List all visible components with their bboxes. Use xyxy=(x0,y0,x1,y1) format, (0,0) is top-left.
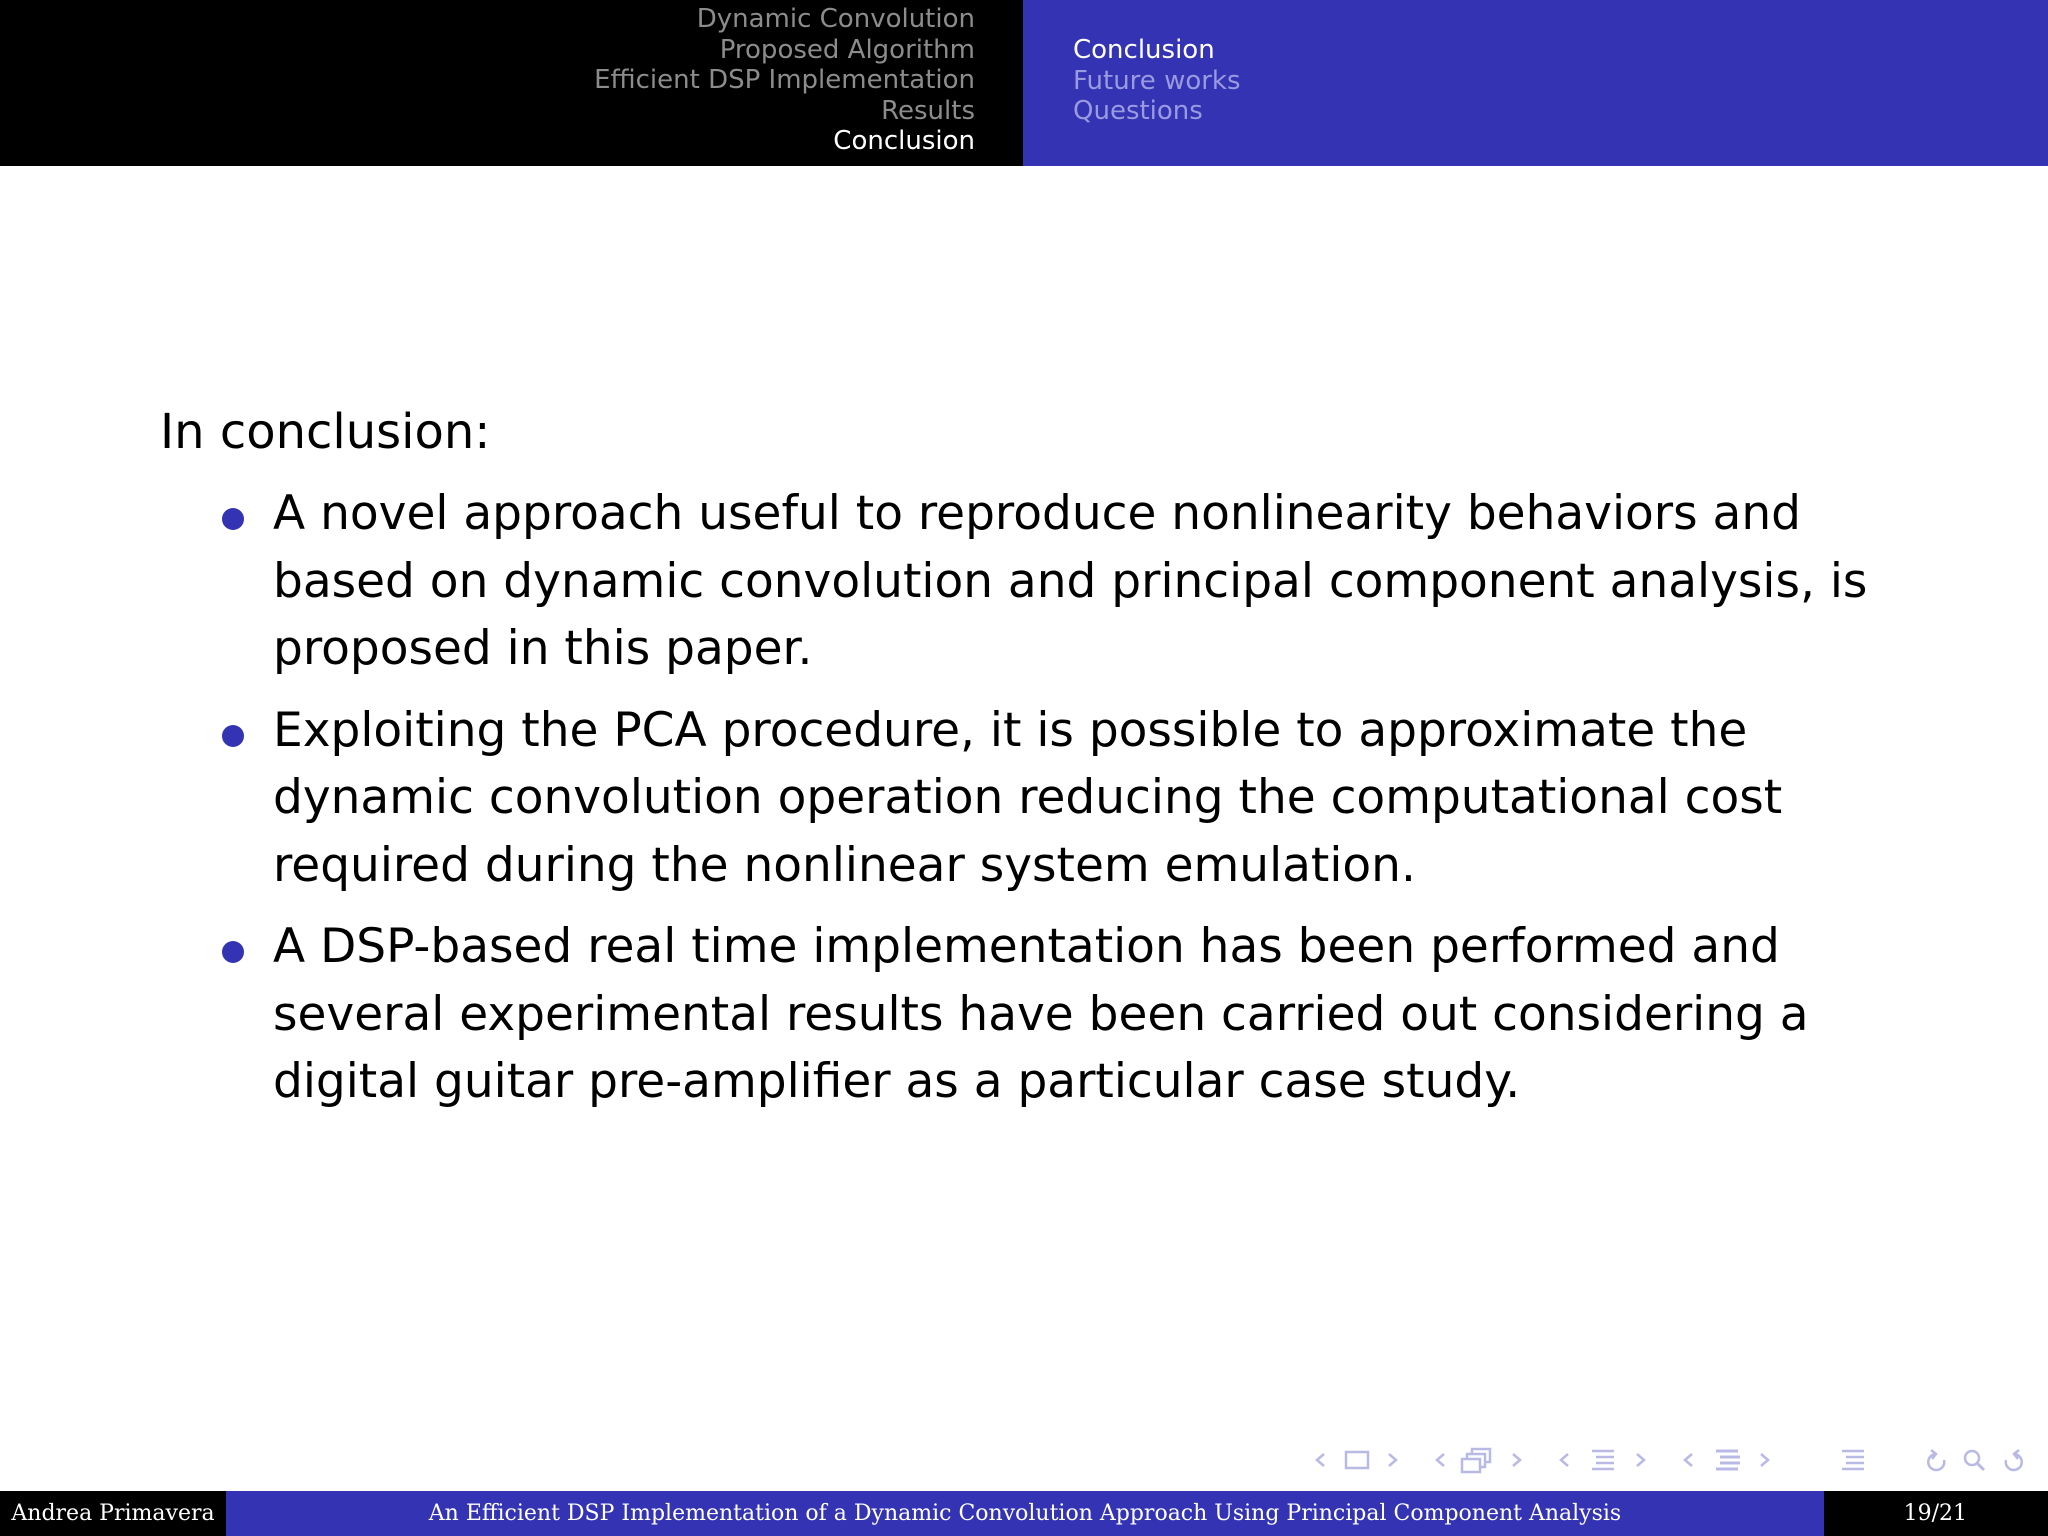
section-link-dynamic-convolution[interactable]: Dynamic Convolution xyxy=(696,4,975,34)
section-link-results[interactable]: Results xyxy=(881,95,975,126)
footer-title: An Efficient DSP Implementation of a Dynamic Convolution Approach Using Principal Component Analysis xyxy=(226,1491,1824,1536)
bullet-icon xyxy=(222,508,244,530)
bullet-text: Exploiting the PCA procedure, it is possible to approximate the dynamic convolution operation reducing the computational cost required during the nonlinear system emulation. xyxy=(273,702,1783,893)
bullet-text: A DSP-based real time implementation has been performed and several experimental results have been carried out considering a digital guitar pre-amplifier as a particular case study. xyxy=(273,919,1809,1109)
bullet-icon xyxy=(222,941,244,963)
slide-header xyxy=(0,0,2048,166)
section-nav-icon[interactable] xyxy=(1558,1446,1654,1474)
subsection-nav-icon[interactable] xyxy=(1434,1446,1530,1474)
slide-body xyxy=(160,402,1900,1130)
section-link-conclusion[interactable]: Conclusion xyxy=(833,126,975,156)
presentation-nav-icon[interactable] xyxy=(1682,1446,1778,1474)
section-link-efficient-dsp-implementation[interactable]: Efficient DSP Implementation xyxy=(594,65,975,95)
section-link-proposed-algorithm[interactable]: Proposed Algorithm xyxy=(719,34,975,65)
footer-author: Andrea Primavera xyxy=(0,1491,226,1536)
bullet-item xyxy=(160,697,1900,900)
page-number: 19/21 xyxy=(1824,1491,2048,1536)
intro-text: In conclusion: xyxy=(160,404,491,460)
slide-footer xyxy=(0,1491,2048,1536)
subsection-link-future-works[interactable]: Future works xyxy=(1073,65,1241,96)
bullet-list xyxy=(160,480,1900,1116)
appendix-nav-icon[interactable] xyxy=(1836,1446,1876,1474)
bullet-item xyxy=(160,913,1900,1116)
section-navigation xyxy=(0,0,1023,166)
navigation-symbols xyxy=(1310,1442,2040,1478)
subsection-link-conclusion[interactable]: Conclusion xyxy=(1073,35,1215,65)
search-and-back-icon[interactable] xyxy=(1924,1446,2028,1474)
subsection-navigation xyxy=(1023,0,2048,166)
bullet-icon xyxy=(222,725,244,747)
bullet-item xyxy=(160,480,1900,683)
subsection-link-questions[interactable]: Questions xyxy=(1073,96,1203,126)
frame-nav-icon[interactable] xyxy=(1314,1446,1406,1474)
bullet-text: A novel approach useful to reproduce nonlinearity behaviors and based on dynamic convolution and principal component analysis, is proposed in this paper. xyxy=(273,486,1868,676)
